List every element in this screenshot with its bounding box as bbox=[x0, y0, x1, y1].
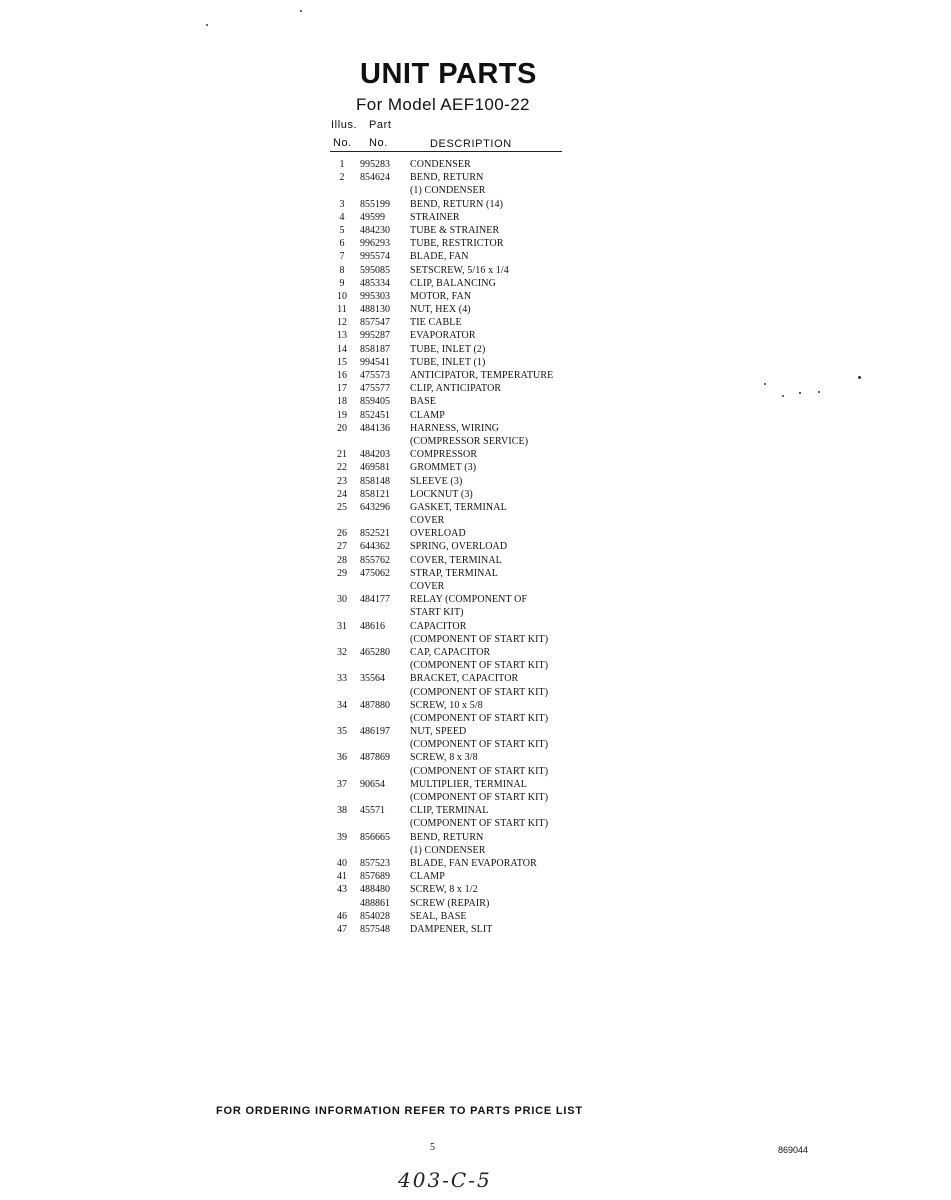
part-description: START KIT) bbox=[410, 607, 464, 619]
part-row bbox=[0, 290, 951, 303]
illus-number: 13 bbox=[337, 330, 347, 342]
part-row bbox=[0, 224, 951, 237]
part-number: 475062 bbox=[360, 567, 390, 579]
part-row bbox=[0, 857, 951, 870]
illus-number: 16 bbox=[337, 370, 347, 381]
part-number: 855199 bbox=[360, 198, 390, 210]
part-number: 487880 bbox=[360, 699, 390, 711]
part-row bbox=[0, 171, 951, 184]
part-row bbox=[0, 831, 951, 844]
part-description: (COMPRESSOR SERVICE) bbox=[410, 435, 529, 447]
part-number: 48616 bbox=[360, 620, 385, 632]
part-description: SETSCREW, 5/16 x 1/4 bbox=[410, 264, 509, 276]
part-number: 854028 bbox=[360, 910, 390, 922]
part-description: CLAMP bbox=[410, 871, 445, 883]
part-number: 858148 bbox=[360, 475, 390, 487]
part-description: TUBE, INLET (1) bbox=[410, 356, 486, 368]
part-number: 484177 bbox=[360, 594, 390, 606]
part-row bbox=[0, 725, 951, 738]
part-description: (COMPONENT OF START KIT) bbox=[410, 792, 549, 803]
part-row bbox=[0, 738, 951, 751]
part-row bbox=[0, 264, 951, 277]
illus-number: 22 bbox=[337, 462, 347, 474]
part-number: 595085 bbox=[360, 264, 390, 276]
header-rule bbox=[330, 151, 562, 152]
part-description: CAP, CAPACITOR bbox=[410, 646, 491, 658]
part-description: (COMPONENT OF START KIT) bbox=[410, 686, 549, 698]
part-number: 644362 bbox=[360, 541, 390, 553]
part-number: 643296 bbox=[360, 501, 390, 513]
part-description: SCREW, 8 x 1/2 bbox=[410, 884, 478, 896]
part-row bbox=[0, 158, 951, 171]
part-number: 90654 bbox=[360, 778, 385, 790]
part-row bbox=[0, 316, 951, 329]
column-header-part-no: No. bbox=[369, 137, 388, 149]
illus-number: 40 bbox=[337, 857, 347, 869]
part-description: TIE CABLE bbox=[410, 317, 462, 329]
part-description: HARNESS, WIRING bbox=[410, 422, 500, 434]
part-row bbox=[0, 659, 951, 672]
illus-number: 37 bbox=[337, 778, 347, 790]
part-row bbox=[0, 488, 951, 501]
column-header-description: DESCRIPTION bbox=[430, 138, 512, 150]
part-number: 858121 bbox=[360, 488, 390, 500]
illus-number: 23 bbox=[337, 475, 347, 487]
part-description: (COMPONENT OF START KIT) bbox=[410, 818, 549, 830]
part-row bbox=[0, 211, 951, 224]
parts-list bbox=[0, 158, 951, 936]
part-number: 484203 bbox=[360, 449, 390, 461]
part-row bbox=[0, 514, 951, 527]
part-row bbox=[0, 620, 951, 633]
illus-number: 39 bbox=[337, 831, 347, 843]
part-number: 488861 bbox=[360, 897, 390, 909]
illus-number: 17 bbox=[337, 383, 347, 395]
part-row bbox=[0, 540, 951, 553]
part-description: SCREW, 10 x 5/8 bbox=[410, 699, 483, 711]
illus-number: 31 bbox=[337, 620, 347, 632]
part-number: 857548 bbox=[360, 923, 390, 935]
scan-speck bbox=[818, 391, 820, 393]
part-row bbox=[0, 672, 951, 685]
part-number: 45571 bbox=[360, 805, 385, 817]
part-description: NUT, HEX (4) bbox=[410, 304, 471, 316]
part-number: 485334 bbox=[360, 277, 390, 289]
part-number: 852451 bbox=[360, 409, 390, 421]
part-description: STRAP, TERMINAL bbox=[410, 567, 498, 579]
part-number: 484230 bbox=[360, 224, 390, 236]
part-description: MOTOR, FAN bbox=[410, 290, 472, 302]
part-number: 487869 bbox=[360, 752, 390, 764]
part-row bbox=[0, 277, 951, 290]
part-row bbox=[0, 250, 951, 263]
part-description: COMPRESSOR bbox=[410, 449, 478, 461]
part-row bbox=[0, 501, 951, 514]
part-row bbox=[0, 910, 951, 923]
part-description: NUT, SPEED bbox=[410, 726, 467, 738]
part-row bbox=[0, 633, 951, 646]
part-number: 475577 bbox=[360, 383, 390, 395]
illus-number: 14 bbox=[337, 343, 347, 355]
part-description: COVER, TERMINAL bbox=[410, 554, 502, 566]
illus-number: 18 bbox=[337, 396, 347, 408]
part-description: STRAINER bbox=[410, 211, 460, 223]
part-description: CLIP, TERMINAL bbox=[410, 805, 489, 817]
part-description: SCREW, 8 x 3/8 bbox=[410, 752, 478, 764]
part-row bbox=[0, 791, 951, 804]
part-description: MULTIPLIER, TERMINAL bbox=[410, 778, 527, 790]
part-number: 995287 bbox=[360, 330, 390, 342]
part-number: 484136 bbox=[360, 422, 390, 434]
illus-number: 9 bbox=[339, 277, 345, 289]
part-description: DAMPENER, SLIT bbox=[410, 923, 493, 935]
illus-number: 27 bbox=[337, 541, 347, 553]
part-description: COVER bbox=[410, 515, 445, 527]
part-number: 994541 bbox=[360, 356, 390, 368]
part-row bbox=[0, 580, 951, 593]
part-number: 996293 bbox=[360, 238, 390, 250]
scan-speck bbox=[858, 376, 861, 379]
part-description: GASKET, TERMINAL bbox=[410, 501, 507, 513]
illus-number: 29 bbox=[337, 567, 347, 579]
part-number: 856665 bbox=[360, 831, 390, 843]
part-number: 49599 bbox=[360, 211, 385, 223]
part-number: 469581 bbox=[360, 462, 390, 474]
document-number: 869044 bbox=[778, 1145, 809, 1155]
part-description: BEND, RETURN bbox=[410, 831, 484, 843]
part-row bbox=[0, 646, 951, 659]
handwritten-note: 403-C-5 bbox=[398, 1168, 492, 1192]
column-header-no: No. bbox=[333, 137, 352, 149]
part-description: CAPACITOR bbox=[410, 620, 467, 632]
part-description: CLIP, ANTICIPATOR bbox=[410, 383, 502, 395]
part-number: 852521 bbox=[360, 528, 390, 540]
part-row bbox=[0, 461, 951, 474]
part-row bbox=[0, 593, 951, 606]
illus-number: 2 bbox=[339, 172, 345, 184]
part-row bbox=[0, 475, 951, 488]
page-number: 5 bbox=[430, 1142, 435, 1153]
part-description: BEND, RETURN (14) bbox=[410, 198, 504, 210]
part-row bbox=[0, 844, 951, 857]
illus-number: 24 bbox=[337, 488, 347, 500]
illus-number: 26 bbox=[337, 528, 347, 540]
illus-number: 21 bbox=[337, 449, 347, 461]
part-description: BLADE, FAN bbox=[410, 251, 469, 263]
part-number: 488130 bbox=[360, 304, 390, 316]
illus-number: 5 bbox=[339, 224, 345, 236]
illus-number: 12 bbox=[337, 317, 347, 329]
illus-number: 25 bbox=[337, 501, 347, 513]
part-description: (COMPONENT OF START KIT) bbox=[410, 712, 549, 724]
part-row bbox=[0, 686, 951, 699]
part-row bbox=[0, 923, 951, 936]
part-description: (COMPONENT OF START KIT) bbox=[410, 765, 549, 777]
part-description: BASE bbox=[410, 396, 436, 408]
part-description: TUBE, RESTRICTOR bbox=[410, 238, 504, 250]
part-row bbox=[0, 382, 951, 395]
illus-number: 35 bbox=[337, 726, 347, 738]
part-row bbox=[0, 369, 951, 382]
part-row bbox=[0, 804, 951, 817]
part-row bbox=[0, 198, 951, 211]
part-row bbox=[0, 778, 951, 791]
part-number: 857689 bbox=[360, 871, 390, 883]
part-number: 859405 bbox=[360, 396, 390, 408]
part-description: BEND, RETURN bbox=[410, 172, 484, 184]
part-description: RELAY (COMPONENT OF bbox=[410, 594, 528, 606]
part-number: 854624 bbox=[360, 172, 390, 184]
part-row bbox=[0, 395, 951, 408]
model-subtitle: For Model AEF100-22 bbox=[356, 95, 530, 114]
illus-number: 15 bbox=[337, 356, 347, 368]
illus-number: 30 bbox=[337, 594, 347, 606]
part-row bbox=[0, 435, 951, 448]
part-row bbox=[0, 699, 951, 712]
part-row bbox=[0, 765, 951, 778]
part-row bbox=[0, 237, 951, 250]
part-number: 35564 bbox=[360, 673, 385, 685]
part-row bbox=[0, 409, 951, 422]
part-description: (COMPONENT OF START KIT) bbox=[410, 739, 549, 751]
illus-number: 19 bbox=[337, 409, 347, 421]
part-number: 855762 bbox=[360, 554, 390, 566]
illus-number: 38 bbox=[337, 805, 347, 817]
page-title: UNIT PARTS bbox=[360, 58, 537, 90]
part-row bbox=[0, 329, 951, 342]
illus-number: 46 bbox=[337, 910, 347, 922]
part-description: (COMPONENT OF START KIT) bbox=[410, 633, 549, 645]
part-row bbox=[0, 897, 951, 910]
part-description: LOCKNUT (3) bbox=[410, 488, 473, 500]
part-row bbox=[0, 343, 951, 356]
part-description: (1) CONDENSER bbox=[410, 185, 486, 197]
illus-number: 41 bbox=[337, 871, 347, 883]
part-number: 488480 bbox=[360, 884, 390, 896]
illus-number: 11 bbox=[337, 304, 347, 316]
scan-speck bbox=[764, 383, 766, 385]
part-description: CLIP, BALANCING bbox=[410, 277, 496, 289]
part-description: SEAL, BASE bbox=[410, 910, 467, 922]
illus-number: 8 bbox=[339, 264, 345, 276]
illus-number: 1 bbox=[339, 159, 345, 170]
part-number: 465280 bbox=[360, 646, 390, 658]
part-description: GROMMET (3) bbox=[410, 462, 477, 474]
part-description: SCREW (REPAIR) bbox=[410, 897, 490, 909]
part-row bbox=[0, 606, 951, 619]
part-description: EVAPORATOR bbox=[410, 330, 476, 342]
part-number: 995303 bbox=[360, 290, 390, 302]
part-description: TUBE, INLET (2) bbox=[410, 343, 486, 355]
part-description: SLEEVE (3) bbox=[410, 475, 463, 487]
part-number: 475573 bbox=[360, 370, 390, 381]
illus-number: 32 bbox=[337, 646, 347, 658]
part-row bbox=[0, 817, 951, 830]
part-row bbox=[0, 184, 951, 197]
illus-number: 28 bbox=[337, 554, 347, 566]
part-row bbox=[0, 356, 951, 369]
part-row bbox=[0, 448, 951, 461]
part-description: ANTICIPATOR, TEMPERATURE bbox=[410, 370, 554, 381]
part-row bbox=[0, 554, 951, 567]
part-row bbox=[0, 883, 951, 896]
scan-speck bbox=[799, 392, 801, 394]
part-description: (COMPONENT OF START KIT) bbox=[410, 660, 549, 672]
part-description: OVERLOAD bbox=[410, 528, 466, 540]
illus-number: 10 bbox=[337, 290, 347, 302]
part-description: SPRING, OVERLOAD bbox=[410, 541, 508, 553]
part-number: 858187 bbox=[360, 343, 390, 355]
part-row bbox=[0, 527, 951, 540]
part-description: CONDENSER bbox=[410, 159, 471, 170]
part-number: 995574 bbox=[360, 251, 390, 263]
part-row bbox=[0, 712, 951, 725]
part-row bbox=[0, 303, 951, 316]
illus-number: 36 bbox=[337, 752, 347, 764]
part-row bbox=[0, 870, 951, 883]
part-number: 995283 bbox=[360, 159, 390, 170]
ordering-note: FOR ORDERING INFORMATION REFER TO PARTS PRICE LIST bbox=[216, 1105, 583, 1117]
illus-number: 4 bbox=[339, 211, 345, 223]
part-description: (1) CONDENSER bbox=[410, 844, 486, 856]
illus-number: 47 bbox=[337, 923, 347, 935]
part-row bbox=[0, 567, 951, 580]
part-number: 857547 bbox=[360, 317, 390, 329]
part-number: 857523 bbox=[360, 857, 390, 869]
scan-speck bbox=[300, 10, 302, 12]
illus-number: 43 bbox=[337, 884, 347, 896]
part-number: 486197 bbox=[360, 726, 390, 738]
part-description: COVER bbox=[410, 581, 445, 592]
illus-number: 7 bbox=[339, 251, 345, 263]
part-description: BLADE, FAN EVAPORATOR bbox=[410, 857, 537, 869]
illus-number: 20 bbox=[337, 422, 347, 434]
illus-number: 6 bbox=[339, 238, 345, 250]
part-row bbox=[0, 422, 951, 435]
illus-number: 34 bbox=[337, 699, 347, 711]
part-description: CLAMP bbox=[410, 409, 445, 421]
part-description: TUBE & STRAINER bbox=[410, 224, 500, 236]
illus-number: 3 bbox=[339, 198, 345, 210]
scan-speck bbox=[782, 395, 784, 397]
illus-number: 33 bbox=[337, 673, 347, 685]
column-header-part-top: Part bbox=[369, 119, 392, 131]
column-header-illus-top: Illus. bbox=[331, 119, 358, 131]
part-description: BRACKET, CAPACITOR bbox=[410, 673, 519, 685]
scan-speck bbox=[206, 24, 208, 26]
part-row bbox=[0, 751, 951, 764]
